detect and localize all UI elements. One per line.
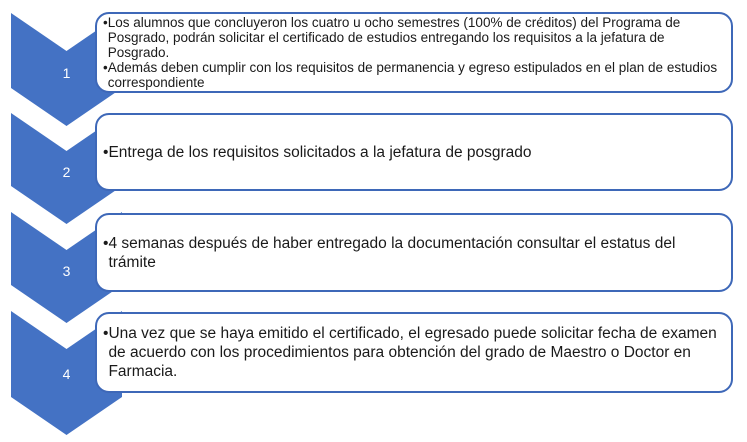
step-text: Una vez que se haya emitido el certificado, el egresado puede solicitar fecha de examen de acuerdo con los procedimientos para obtención del grado de Maestro o Doctor en Farmacia. xyxy=(108,325,717,380)
list-item xyxy=(103,60,725,90)
step-number: 3 xyxy=(62,263,71,279)
step-number: 1 xyxy=(62,65,71,81)
list-item xyxy=(103,234,725,272)
step-3-box xyxy=(95,213,733,292)
bullet-mark: • xyxy=(103,143,109,161)
step-text: Además deben cumplir con los requisitos de permanencia y egreso estipulados en el plan de estudios correspondiente xyxy=(107,60,718,90)
step-1-box xyxy=(95,12,733,93)
bullet-mark: • xyxy=(103,15,108,30)
step-number: 4 xyxy=(62,366,71,382)
list-item xyxy=(103,15,725,60)
bullet-mark: • xyxy=(103,60,108,75)
bullet-mark: • xyxy=(103,325,109,342)
step-number: 2 xyxy=(62,164,71,180)
bullet-mark: • xyxy=(103,234,109,252)
step-text: Los alumnos que concluyeron los cuatro u ocho semestres (100% de créditos) del Programa de Posgrado, podrán solicitar el certificado de estudios entregando los requisitos a la jefatura de Posgrado. xyxy=(107,15,681,60)
list-item xyxy=(103,143,725,162)
step-text: Entrega de los requisitos solicitados a la jefatura de posgrado xyxy=(108,143,532,161)
step-text: 4 semanas después de haber entregado la documentación consultar el estatus del trámite xyxy=(108,234,676,271)
step-4-box xyxy=(95,312,733,393)
step-2-box xyxy=(95,113,733,191)
list-item xyxy=(103,324,725,381)
